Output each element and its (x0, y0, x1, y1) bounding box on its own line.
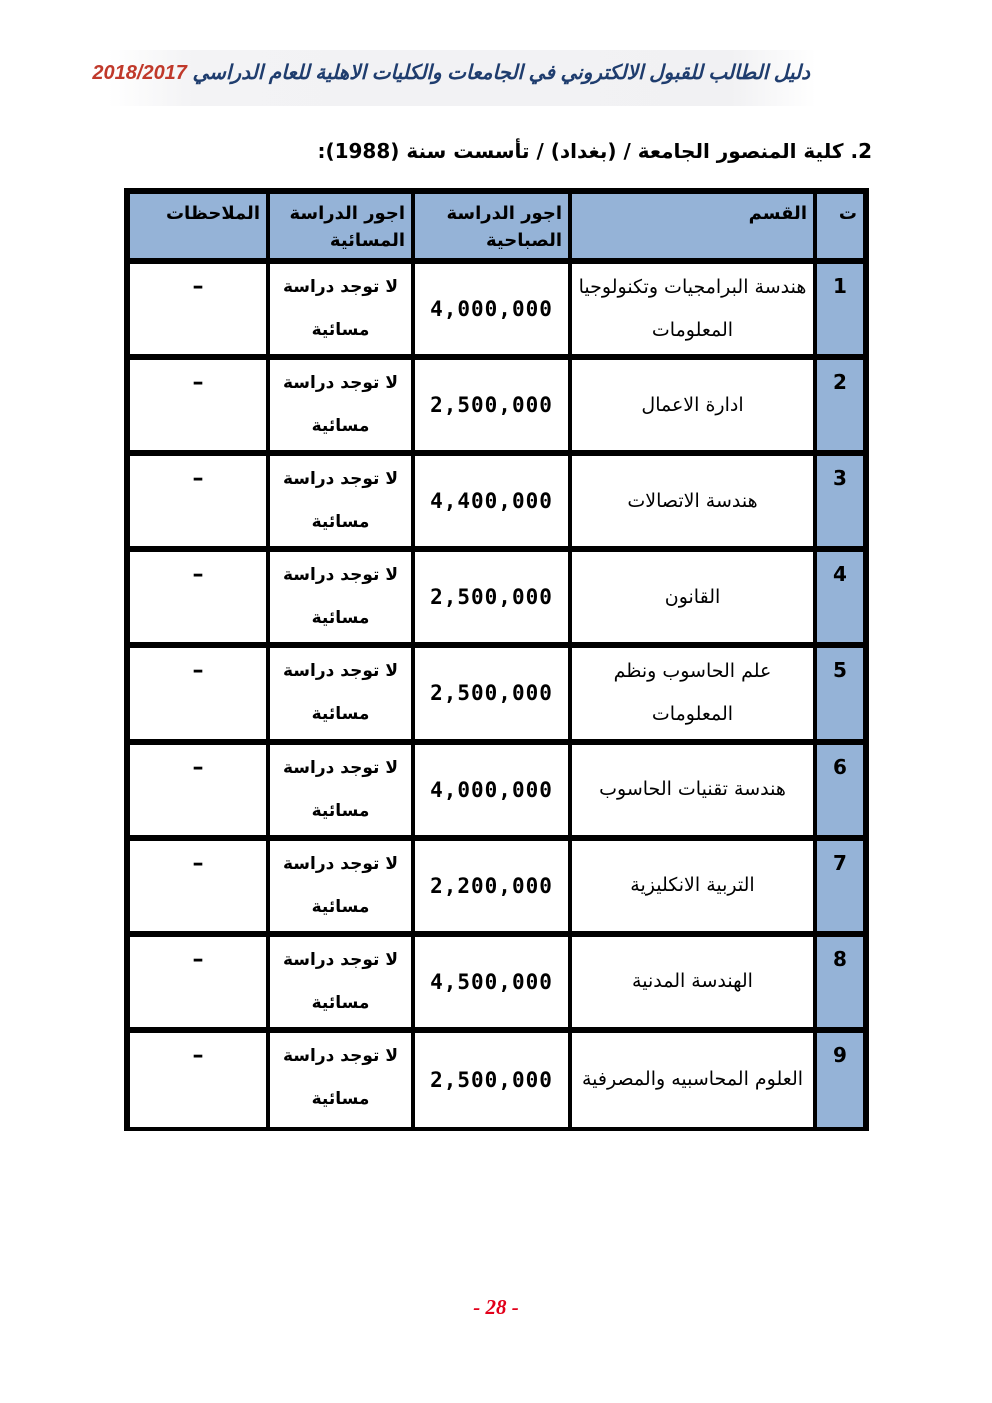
row-notes: – (128, 358, 268, 454)
header-title: دليل الطالب للقبول الالكتروني في الجامعات والكليات الاهلية للعام الدراسي (192, 62, 810, 84)
table-row (128, 743, 865, 839)
row-notes: – (128, 646, 268, 742)
table-row (128, 935, 865, 1031)
header-morning-fees: اجور الدراسة الصباحية (413, 192, 570, 262)
table-header-row (128, 192, 865, 262)
row-notes: – (128, 935, 268, 1031)
morning-fee: 2,500,000 (413, 1031, 570, 1127)
header-notes: الملاحظات (128, 192, 268, 262)
row-number: 4 (815, 550, 865, 646)
evening-fee-note: لا توجد دراسة مسائية (268, 262, 413, 358)
table-row (128, 550, 865, 646)
row-notes: – (128, 550, 268, 646)
department-name: هندسة تقنيات الحاسوب (570, 743, 815, 839)
table-body (128, 262, 865, 1127)
row-number: 3 (815, 454, 865, 550)
department-name: ادارة الاعمال (570, 358, 815, 454)
morning-fee: 4,500,000 (413, 935, 570, 1031)
row-number: 6 (815, 743, 865, 839)
row-notes: – (128, 262, 268, 358)
department-name: هندسة البرامجيات وتكنولوجيا المعلومات (570, 262, 815, 358)
row-number: 7 (815, 839, 865, 935)
row-notes: – (128, 743, 268, 839)
evening-fee-note: لا توجد دراسة مسائية (268, 935, 413, 1031)
morning-fee: 2,500,000 (413, 358, 570, 454)
evening-fee-note: لا توجد دراسة مسائية (268, 743, 413, 839)
row-number: 8 (815, 935, 865, 1031)
fees-table (124, 188, 869, 1131)
morning-fee: 2,500,000 (413, 646, 570, 742)
morning-fee: 2,500,000 (413, 550, 570, 646)
table-row (128, 262, 865, 358)
morning-fee: 4,400,000 (413, 454, 570, 550)
department-name: هندسة الاتصالات (570, 454, 815, 550)
page-number: - 28 - (473, 1295, 519, 1319)
evening-fee-note: لا توجد دراسة مسائية (268, 550, 413, 646)
table-row (128, 358, 865, 454)
table-row (128, 839, 865, 935)
row-number: 5 (815, 646, 865, 742)
section-title: 2. كلية المنصور الجامعة / (بغداد) / تأسست سنة (1988): (317, 139, 872, 163)
table-row (128, 454, 865, 550)
row-notes: – (128, 839, 268, 935)
header-num: ت (815, 192, 865, 262)
evening-fee-note: لا توجد دراسة مسائية (268, 358, 413, 454)
header-evening-fees: اجور الدراسة المسائية (268, 192, 413, 262)
evening-fee-note: لا توجد دراسة مسائية (268, 646, 413, 742)
evening-fee-note: لا توجد دراسة مسائية (268, 1031, 413, 1127)
row-number: 1 (815, 262, 865, 358)
row-number: 2 (815, 358, 865, 454)
morning-fee: 2,200,000 (413, 839, 570, 935)
table-row (128, 1031, 865, 1127)
department-name: القانون (570, 550, 815, 646)
row-number: 9 (815, 1031, 865, 1127)
department-name: التربية الانكليزية (570, 839, 815, 935)
department-name: الهندسة المدنية (570, 935, 815, 1031)
morning-fee: 4,000,000 (413, 743, 570, 839)
department-name: العلوم المحاسبيه والمصرفية (570, 1031, 815, 1127)
evening-fee-note: لا توجد دراسة مسائية (268, 454, 413, 550)
document-header (92, 60, 810, 85)
evening-fee-note: لا توجد دراسة مسائية (268, 839, 413, 935)
morning-fee: 4,000,000 (413, 262, 570, 358)
department-name: علم الحاسوب ونظم المعلومات (570, 646, 815, 742)
header-dept: القسم (570, 192, 815, 262)
row-notes: – (128, 454, 268, 550)
table-row (128, 646, 865, 742)
header-year: 2018/2017 (92, 62, 187, 84)
row-notes: – (128, 1031, 268, 1127)
